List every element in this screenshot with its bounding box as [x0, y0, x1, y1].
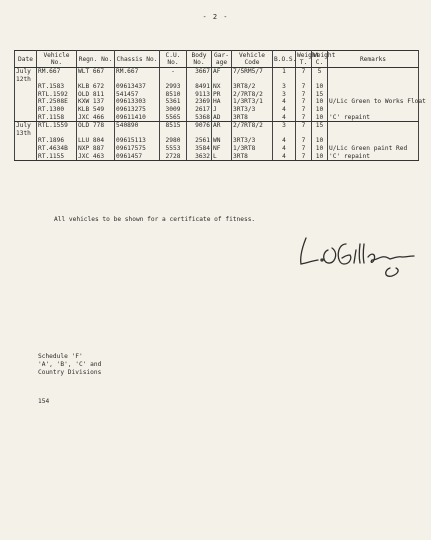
cell-bos: 4 [273, 145, 296, 153]
cell-garage: J [212, 106, 232, 114]
cell-regn: JXC 463 [77, 153, 115, 161]
cell-bos: 3 [273, 91, 296, 99]
cell-bos: 4 [273, 106, 296, 114]
cell-date [15, 153, 37, 161]
cell-body: 9076 [187, 122, 212, 138]
cell-chassis: 0961457 [115, 153, 160, 161]
cell-vehicle: RTL.1559 [37, 122, 77, 138]
cell-regn: KXW 137 [77, 98, 115, 106]
cell-weight-t: 7 [296, 145, 312, 153]
cell-date [15, 106, 37, 114]
cell-chassis: 09613303 [115, 98, 160, 106]
cell-chassis: RM.667 [115, 68, 160, 84]
cell-vehicle: RT.1155 [37, 153, 77, 161]
cell-bos: 3 [273, 122, 296, 138]
cell-garage: WN [212, 137, 232, 145]
col-cu-no: C.U. No. [160, 51, 187, 68]
col-remarks: Remarks [328, 51, 419, 68]
cell-bos: 3 [273, 83, 296, 91]
table-row [15, 145, 419, 153]
cell-regn: OLD 778 [77, 122, 115, 138]
cell-body: 9113 [187, 91, 212, 99]
col-vehicle-no: Vehicle No. [37, 51, 77, 68]
cell-weight-c: 10 [312, 153, 328, 161]
table-row [15, 83, 419, 91]
cell-weight-c: 10 [312, 114, 328, 122]
cell-date [15, 137, 37, 145]
cell-date: July 12th [15, 68, 37, 84]
cell-vehicle: RT.2508E [37, 98, 77, 106]
cell-regn: OLD 811 [77, 91, 115, 99]
cell-weight-t: 7 [296, 68, 312, 84]
cell-weight-c: 10 [312, 137, 328, 145]
table-row [15, 122, 419, 138]
cell-weight-c: 10 [312, 145, 328, 153]
cell-body: 8491 [187, 83, 212, 91]
schedule-block [38, 353, 101, 377]
cell-cu: 5361 [160, 98, 187, 106]
cell-code: 2/7RT8/2 [232, 122, 273, 138]
cell-remarks [328, 122, 419, 138]
cell-weight-t: 7 [296, 83, 312, 91]
cell-date [15, 114, 37, 122]
cell-regn: WLT 667 [77, 68, 115, 84]
cell-weight-c: 15 [312, 122, 328, 138]
cell-remarks: U/Lic Green paint Red [328, 145, 419, 153]
cell-cu: 8515 [160, 122, 187, 138]
cell-weight-c: 10 [312, 106, 328, 114]
cell-body: 3667 [187, 68, 212, 84]
cell-bos: 4 [273, 114, 296, 122]
cell-cu: 8510 [160, 91, 187, 99]
cell-chassis: 09613437 [115, 83, 160, 91]
table-row [15, 137, 419, 145]
cell-body: 2369 [187, 98, 212, 106]
col-weight-c: Weight C. [313, 52, 336, 66]
col-garage: Gar-age [212, 51, 232, 68]
cell-remarks: 'C' repaint [328, 153, 419, 161]
cell-garage: AF [212, 68, 232, 84]
cell-date [15, 91, 37, 99]
cell-remarks: 'C' repaint [328, 114, 419, 122]
cell-vehicle: RT.1583 [37, 83, 77, 91]
table-header-row [15, 51, 419, 68]
vehicle-table [14, 50, 426, 161]
cell-garage: NF [212, 145, 232, 153]
table-row [15, 68, 419, 84]
cell-weight-c: 5 [312, 68, 328, 84]
cell-date [15, 145, 37, 153]
cell-remarks [328, 91, 419, 99]
cell-weight-t: 7 [296, 106, 312, 114]
cell-weight-c: 10 [312, 98, 328, 106]
cell-chassis: 540890 [115, 122, 160, 138]
cell-chassis: 541457 [115, 91, 160, 99]
cell-body: 2561 [187, 137, 212, 145]
cell-remarks [328, 68, 419, 84]
reference-number: 154 [38, 398, 50, 405]
table-row [15, 91, 419, 99]
cell-garage: L [212, 153, 232, 161]
cell-cu: 3009 [160, 106, 187, 114]
cell-weight-t: 7 [296, 122, 312, 138]
cell-bos: 4 [273, 98, 296, 106]
schedule-line: Schedule 'F' [38, 353, 83, 360]
cell-weight-c: 15 [312, 91, 328, 99]
cell-code: 3RT8 [232, 153, 273, 161]
fitness-note: All vehicles to be shown for a certificate of fitness. [54, 216, 256, 223]
cell-regn: KLB 672 [77, 83, 115, 91]
cell-bos: 4 [273, 137, 296, 145]
cell-body: 5368 [187, 114, 212, 122]
cell-regn: JXC 466 [77, 114, 115, 122]
cell-weight-t: 7 [296, 137, 312, 145]
col-weight-t: Weight T. [297, 52, 320, 66]
cell-chassis: 09617575 [115, 145, 160, 153]
cell-weight-c: 10 [312, 83, 328, 91]
cell-cu: 2728 [160, 153, 187, 161]
cell-chassis: 09611410 [115, 114, 160, 122]
cell-code: 3RT3/3 [232, 137, 273, 145]
cell-weight-t: 7 [296, 114, 312, 122]
cell-body: 3584 [187, 145, 212, 153]
cell-vehicle: RT.1896 [37, 137, 77, 145]
table-row [15, 114, 419, 122]
table-row [15, 98, 419, 106]
col-bos: B.O.S. [273, 51, 296, 68]
cell-date [15, 83, 37, 91]
cell-bos: 1 [273, 68, 296, 84]
table-row [15, 106, 419, 114]
cell-garage: PR [212, 91, 232, 99]
cell-garage: AR [212, 122, 232, 138]
cell-bos: 4 [273, 153, 296, 161]
schedule-line: 'A', 'B', 'C' and [38, 361, 102, 368]
cell-garage: NX [212, 83, 232, 91]
cell-garage: HA [212, 98, 232, 106]
cell-vehicle: RTL.1592 [37, 91, 77, 99]
cell-body: 2617 [187, 106, 212, 114]
col-chassis-no: Chassis No. [115, 51, 160, 68]
cell-vehicle: RT.4634B [37, 145, 77, 153]
cell-chassis: 09615113 [115, 137, 160, 145]
cell-code: 3RT8 [232, 114, 273, 122]
cell-cu: - [160, 68, 187, 84]
col-body-no: Body No. [187, 51, 212, 68]
col-regn-no: Regn. No. [77, 51, 115, 68]
cell-cu: 2980 [160, 137, 187, 145]
col-date: Date [15, 51, 37, 68]
cell-remarks [328, 106, 419, 114]
cell-weight-t: 7 [296, 91, 312, 99]
cell-code: 3RT3/3 [232, 106, 273, 114]
cell-vehicle: RT.1300 [37, 106, 77, 114]
cell-cu: 5553 [160, 145, 187, 153]
page-number: - 2 - [202, 13, 229, 21]
cell-cu: 2993 [160, 83, 187, 91]
col-vehicle-code: Vehicle Code [232, 51, 273, 68]
cell-garage: AD [212, 114, 232, 122]
cell-remarks: U/Lic Green to Works Float [329, 98, 426, 106]
cell-weight-t: 7 [296, 153, 312, 161]
cell-code: 2/7RT8/2 [232, 91, 273, 99]
cell-chassis: 09613275 [115, 106, 160, 114]
cell-remarks [328, 83, 419, 91]
cell-vehicle: RM.667 [37, 68, 77, 84]
cell-code: 7/5RM5/7 [232, 68, 273, 84]
cell-date [15, 98, 37, 106]
cell-remarks [328, 137, 419, 145]
cell-body: 3632 [187, 153, 212, 161]
cell-regn: NXP 887 [77, 145, 115, 153]
signature [292, 230, 420, 284]
table-row [15, 153, 419, 161]
cell-vehicle: RT.1158 [37, 114, 77, 122]
cell-date: July 13th [15, 122, 37, 138]
cell-regn: KLB 549 [77, 106, 115, 114]
cell-code: 1/3RT3/1 [232, 98, 273, 106]
cell-weight-t: 7 [296, 98, 312, 106]
cell-regn: LLU 804 [77, 137, 115, 145]
cell-code: 3RT8/2 [232, 83, 273, 91]
cell-code: 1/3RT8 [232, 145, 273, 153]
schedule-line: Country Divisions [38, 369, 102, 376]
cell-cu: 5565 [160, 114, 187, 122]
